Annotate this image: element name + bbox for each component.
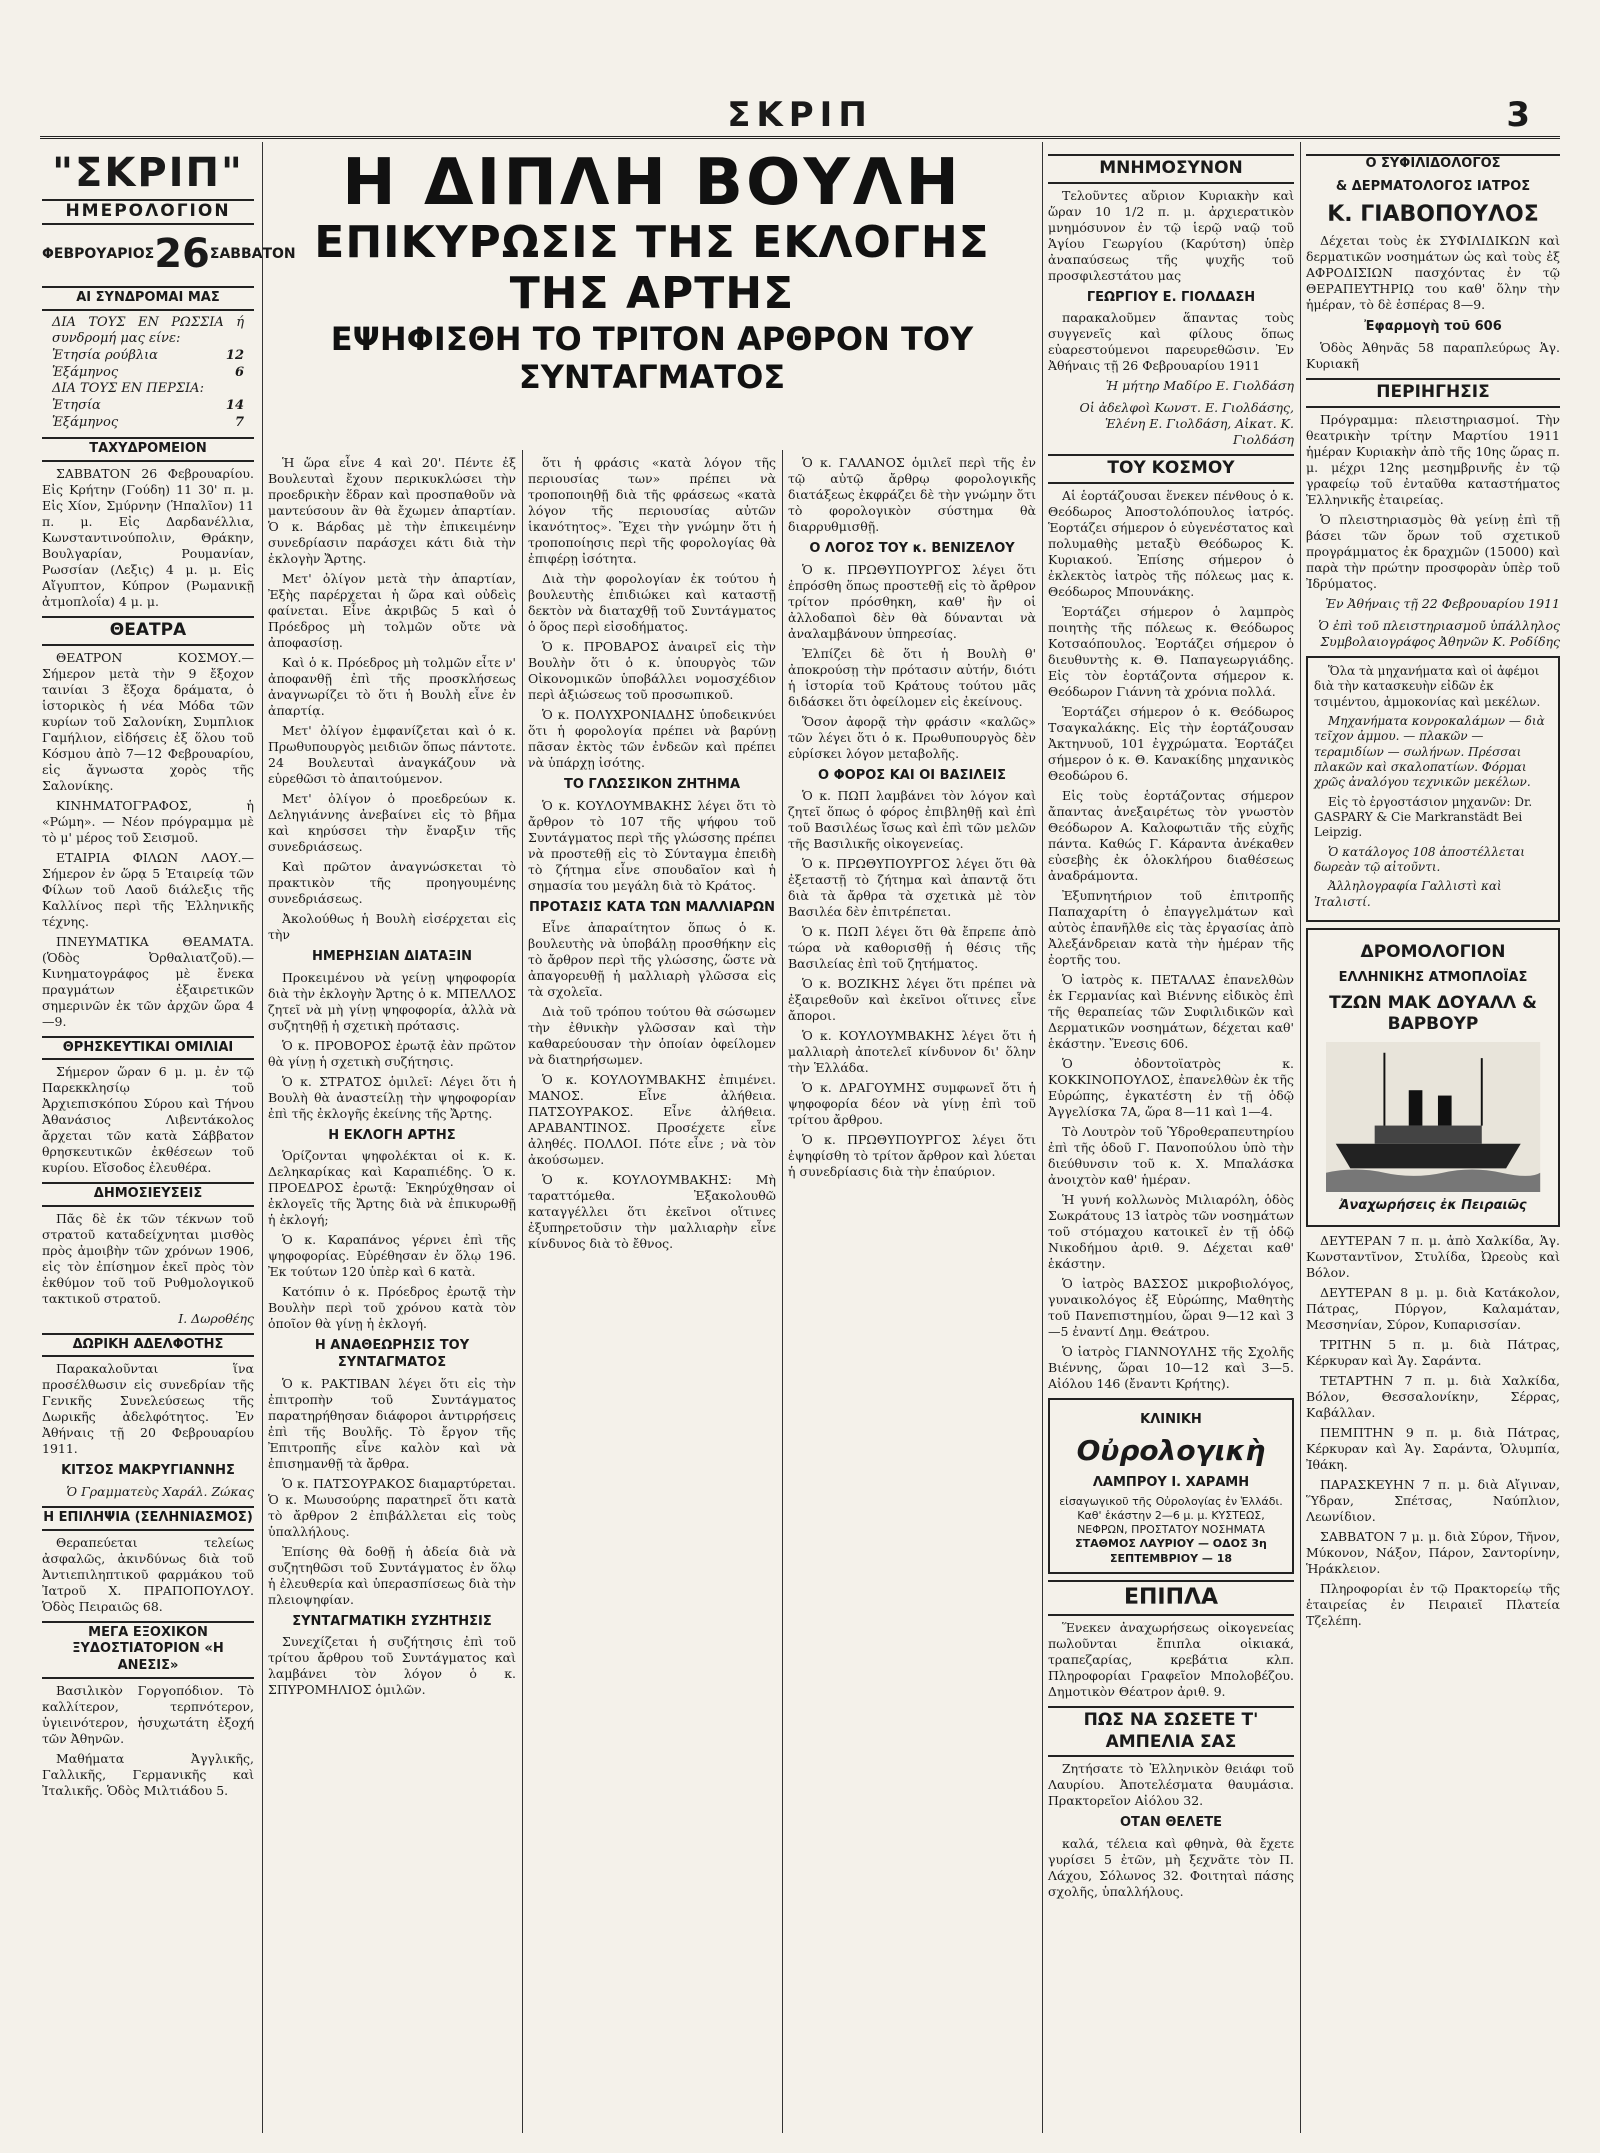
article-paragraph: Ἐπίσης θὰ δοθῇ ἡ ἀδεία διὰ νὰ συζητηθῶσι τοῦ Συντάγματος ἐν ὅλῳ ἡ ἐλευθερία καὶ ὑπερασπίσεως διὰ τὴν πλειοψηφίαν. (268, 1543, 516, 1607)
shipping-schedule: ΔΕΥΤΕΡΑΝ 7 π. μ. ἀπὸ Χαλκίδα, Ἁγ. Κωνσταντῖνον, Στυλίδα, Ὠρεοὺς καὶ Βόλον. (1306, 1232, 1560, 1280)
subscriptions-heading: ΑΙ ΣΥΝΔΡΟΜΑΙ ΜΑΣ (42, 286, 254, 311)
clinic-address: ΣΤΑΘΜΟΣ ΛΑΥΡΙΟΥ — ΟΔΟΣ 3η ΣΕΠΤΕΜΒΡΙΟΥ — 18 (1075, 1537, 1267, 1565)
classified-ad: Ὁ ἰατρὸς κ. ΠΕΤΑΛΑΣ ἐπανελθὼν ἐκ Γερμανίας καὶ Βιέννης εἰδικὸς ἐπὶ τῆς θεραπείας τῶν Συφιλιδικῶν καὶ Δερματικῶν νοσημάτων, δέχεται καθ' ἑκάστην. Ἔνεσις 606. (1048, 972, 1294, 1052)
headline-line-1: Η ΔΙΠΛΗ ΒΟΥΛΗ (342, 146, 962, 220)
article-paragraph: Ὁ κ. ΔΡΑΓΟΥΜΗΣ συμφωνεῖ ὅτι ἡ ψηφοφορία δέον νὰ γίνῃ ἐπὶ τοῦ τρίτου ἄρθρου. (788, 1080, 1036, 1128)
article-paragraph: Διὰ τὴν φορολογίαν ἐκ τούτου ἡ βουλευτὴς ἐπιδιώκει καὶ καταστῇ δεκτὸν νὰ διαταχθῇ τοῦ Συντάγματος ὁ ὅρος περὶ εἰσοδήματος. (528, 571, 776, 634)
trips-signature: Ὁ ἐπὶ τοῦ πλειστηριασμοῦ ὑπάλληλος Συμβολαιογράφος Ἀθηνῶν Κ. Ροδίδης (1318, 617, 1560, 649)
article-paragraph: Ὁ κ. ΠΩΠ λέγει ὅτι θὰ ἔπρεπε ἀπὸ τώρα νὰ καθορισθῇ ἡ θέσις τῆς Βασιλείας ἐπὶ τοῦ ζητήματος. (788, 924, 1036, 972)
calendar-weekday: ΣΑΒΒΑΤΟΝ (209, 245, 296, 262)
masthead (40, 95, 1560, 135)
section-heading: ΠΡΟΤΑΣΙΣ ΚΑΤΑ ΤΩΝ ΜΑΛΛΙΑΡΩΝ (529, 899, 775, 915)
article-paragraph: Ὁ κ. ΒΟΖΙΚΗΣ λέγει ὅτι πρέπει νὰ ἐξαιρεθοῦν καὶ ἐκεῖνοι οἵτινες εἶνε ἄποροι. (788, 976, 1036, 1024)
epilepsy-text: Θεραπεύεται τελείως ἀσφαλῶς, ἀκινδύνως διὰ τοῦ Ἀντιεπιληπτικοῦ φαρμάκου τοῦ Ἰατροῦ Χ. ΠΡΑΠΟΠΟΥΛΟΥ. Ὁδὸς Πειραιῶς 68. (42, 1534, 254, 1614)
section-heading: Η ΕΚΛΟΓΗ ΑΡΤΗΣ (328, 1127, 456, 1143)
brothers-signature-secretary: Ὁ Γραμματεὺς Χαράλ. Ζώκας (66, 1484, 254, 1499)
trips-date: Ἐν Ἀθήναις τῇ 22 Φεβρουαρίου 1911 (1325, 595, 1560, 611)
vineyard-text: Ζητήσατε τὸ Ἑλληνικὸν θειάφι τοῦ Λαυρίου. Ἀποτελέσματα θαυμάσια. Πρακτορεῖον Αἰόλου 32. (1048, 1761, 1294, 1809)
world-text: Εἰς τοὺς ἑορτάζοντας σήμερον ἄπαντας ἀνεξαιρέτως τὸν γνωστὸν Θεόδωρον Α. Καλοφωτιᾶν τῆς εὐχῆς πάντα. Καθώς Γ. Κάραντα ἀνέκαθεν εὐσεβὴς ἐκ ὁλοκλήρου διαθέσεως ἀναδράμοντα. (1048, 788, 1294, 884)
price-row: Ἑξάμηνος 7 (52, 414, 244, 430)
public-text: Πᾶς δὲ ἐκ τῶν τέκνων τοῦ στρατοῦ καταδείχνηται μισθὸς πρὸς ἀμοιβὴν τῶν χρόνων 1906, εἰς τὸν ἐπίσημον ἐκεῖ πρὸς τὸν ἐκθύμον τοῦ τοῦ Ρυθμολογικοῦ τακτικοῦ στρατοῦ. (42, 1210, 254, 1306)
memorial-name: ΓΕΩΡΓΙΟΥ Ε. ΓΙΟΛΔΑΣΗ (1086, 289, 1256, 305)
world-text: Αἱ ἑορτάζουσαι ἕνεκεν πένθους ὁ κ. Θεόδωρος Ἀποστολόπουλος ἰατρός. Ἑορτάζει σήμερον ὁ εὐγενέστατος καὶ πολυμαθὴς μεταξὺ Θεόδωρος Κ. Κυριακού. Ἐπίσης σήμερον ὁ ἐκλεκτὸς ἰατρὸς τῆς πόλεως μας κ. Θεόδωρος Μπουνάκης. (1048, 488, 1294, 600)
clinic-heading: ΚΛΙΝΙΚΗ (1140, 1412, 1202, 1428)
calendar-box (42, 148, 296, 280)
article-paragraph: Καὶ πρῶτον ἀναγνώσκεται τὸ πρακτικὸν τῆς προηγουμένης συνεδριάσεως. (268, 859, 516, 906)
article-paragraph: Ἐλπίζει δὲ ὅτι ἡ Βουλὴ θ' ἀποκρούσῃ τὴν πρότασιν αὐτήν, διότι ἡ ἱστορία τοῦ Κράτους τούτου μᾶς διδάσκει ὅτι ὀφείλομεν εἰς ἐκείνους. (788, 645, 1036, 709)
article-paragraph: Ὁ κ. ΠΡΩΘΥΠΟΥΡΓΟΣ λέγει ὅτι θὰ ἐξεταστῇ τὸ ζήτημα καὶ ἀπαντᾷ ὅτι διὰ τὰ ἄρθρα τὰ σχετικὰ μὲ τὸν Βασιλέα δὲν ἐπιτρέπεται. (788, 856, 1036, 920)
article-paragraph: Ὁ κ. ΚΟΥΛΟΥΜΒΑΚΗΣ λέγει ὅτι τὸ ἄρθρον τὸ 107 τῆς ψήφου τοῦ Συντάγματος περὶ τῆς γλώσσης πρέπει νὰ προστεθῇ εἰς τὸ Σύνταγμα ἐπειδὴ τὸ ζήτημα εἶνε σπουδαῖον καὶ ἡ σημασία του μεγάλη διὰ τὸ Κράτος. (528, 797, 776, 893)
brothers-heading: ΔΩΡΙΚΗ ΑΔΕΛΦΟΤΗΣ (42, 1333, 254, 1358)
hotel-text: Βασιλικὸν Γοργοπόδιον. Τὸ καλλίτερον, τερπνότερον, ὑγιεινότερον, ἡσυχωτάτη ἐξοχή τῶν Ἀθηνῶν. (42, 1682, 254, 1746)
article-paragraph: Ὁ κ. ΣΤΡΑΤΟΣ ὁμιλεῖ: Λέγει ὅτι ἡ Βουλὴ θὰ ἀναστείλῃ τὴν ψηφοφορίαν ἐπὶ τῆς ἐκλογῆς ἐκείνης τῆς Ἄρτης. (268, 1073, 516, 1121)
public-signature: Ι. Δωροθέης (178, 1310, 254, 1326)
lessons-text: Μαθήματα Ἀγγλικῆς, Γαλλικῆς, Γερμανικῆς καὶ Ἰταλικῆς. Ὁδὸς Μιλτιάδου 5. (42, 1750, 254, 1798)
syphilis-doctor-text: Δέχεται τοὺς ἐκ ΣΥΦΙΛΙΔΙΚΩΝ καὶ δερματικῶν νοσημάτων ὡς καὶ τοὺς ἐξ ΑΦΡΟΔΙΣΙΩΝ πασχόντας ἐν τῷ ΘΕΡΑΠΕΥΤΗΡΙῼ του καθ' ὅλην τὴν ἡμέραν, τὸ δὲ ἑσπέρας 8—9. (1306, 233, 1560, 313)
section-heading: Ο ΛΟΓΟΣ ΤΟΥ κ. ΒΕΝΙΖΕΛΟΥ (809, 541, 1015, 556)
article-paragraph: Ὁ κ. ΚΟΥΛΟΥΜΒΑΚΗΣ: Μὴ ταραττόμεθα. Ἐξακολουθῶ καταγγέλλει ὅτι ἐκεῖνοι οἵτινες ἐξυπηρετοῦσιν τὴν μαλλιαρὴν εἶνε κίνδυνος διὰ τὸ ἔθνος. (528, 1172, 776, 1252)
world-heading: ΤΟΥ ΚΟΣΜΟΥ (1048, 454, 1294, 484)
article-paragraph: Διὰ τοῦ τρόπου τούτου θὰ σώσωμεν τὴν ἐθνικὴν γλῶσσαν καὶ τὴν καθαρεύουσαν τὴν ὁποίαν ὀφείλομεν νὰ διατηρήσωμεν. (528, 1004, 776, 1068)
price-row: Ἐτησία ρούβλια 12 (52, 348, 244, 363)
memorial-signature: Ἡ μήτηρ Μαδίρο Ε. Γιολδάση (1105, 378, 1294, 394)
shipping-schedule: ΠΑΡΑΣΚΕΥΗΝ 7 π. μ. διὰ Αἴγιναν, Ὕδραν, Σπέτσας, Ναύπλιον, Λεωνίδιον. (1306, 1476, 1560, 1524)
memorial-signature: Οἱ ἀδελφοὶ Κωνστ. Ε. Γιολδάσης, Ἑλένη Ε. Γιολδάση, Αἰκατ. Κ. Γιολδάση (1079, 400, 1294, 448)
article-paragraph: Μετ' ὀλίγον ἐμφανίζεται καὶ ὁ κ. Πρωθυπουργὸς μειδιῶν ὅπως πάντοτε. 24 Βουλευταὶ ἀναγκάζουν νὰ εὑρεθῶσι τὸ ἀπαιτούμενον. (268, 723, 516, 786)
article-paragraph: Ὁρίζονται ψηφολέκται οἱ κ. κ. Δεληκαρίκας καὶ Καραπιέδης. Ὁ κ. ΠΡΟΕΔΡΟΣ ἐρωτᾷ: Ἐκηρύχθησαν οἱ ἐκλογεῖς τῆς Ἄρτης διὰ νὰ ἐπικυρωθῇ ἡ ἐκλογή; (268, 1148, 516, 1228)
article-paragraph: Μετ' ὀλίγον μετὰ τὴν ἀπαρτίαν, Ἐξὴς παρέρχεται ἡ ὥρα καὶ οὐδεὶς φαίνεται. Εἶνε ἀκριβῶς 5 καὶ ὁ Πρόεδρος μὴ τολμῶν οὔτε νὰ ἀποφασίσῃ. (268, 571, 516, 650)
ads-column (1306, 148, 1560, 2133)
calendar-title: "ΣΚΡΙΠ" (52, 150, 244, 196)
classified-ad: Ὁ ὀδοντοϊατρὸς κ. ΚΟΚΚΙΝΟΠΟΥΛΟΣ, ἐπανελθὼν ἐκ τῆς Εὐρώπης, ἐγκατέστη ἐν τῇ ὁδῷ Ἀγγελίσκα 7Α, ὥρα 8—11 καὶ 1—4. (1048, 1056, 1294, 1120)
headline-line-2: ΕΠΙΚΥΡΩΣΙΣ ΤΗΣ ΕΚΛΟΓΗΣ ΤΗΣ ΑΡΤΗΣ (314, 217, 990, 319)
article-paragraph: Ὁ κ. ΠΩΠ λαμβάνει τὸν λόγον καὶ ζητεῖ ὅπως ὁ φόρος ἐπιβληθῇ καὶ ἐπὶ τοῦ Βασιλέως ἴσως καὶ ἐπὶ τῶν μελῶν τῆς Βασιλικῆς οἰκογενείας. (788, 788, 1036, 852)
article-paragraph: Καὶ ὁ κ. Πρόεδρος μὴ τολμῶν εἶτε ν' ἀποφανθῇ ἐπὶ τῆς προσκλήσεως ἀναγνωρίζει τὸ ὅτι ἡ Βουλὴ εἶνε ἐν ἀπαρτίᾳ. (268, 655, 516, 718)
syphilis-doctor-name: Κ. ΓΙΑΒΟΠΟΥΛΟΣ (1327, 202, 1539, 228)
memorial-text: παρακαλοῦμεν ἅπαντας τοὺς συγγενεῖς καὶ φίλους ὅπως εὐαρεστούμενοι παρευρεθῶσιν. Ἐν Ἀθήναις τῇ 26 Φεβρουαρίου 1911 (1048, 310, 1294, 374)
column-divider (1042, 142, 1043, 2133)
subscription-prices (42, 315, 254, 431)
machines-catalogue: Ὁ κατάλογος 108 ἀποστέλλεται δωρεὰν τῷ αἰτοῦντι. (1314, 844, 1525, 875)
article-paragraph: Ὁ κ. ΚΟΥΛΟΥΜΒΑΚΗΣ λέγει ὅτι ἡ μαλλιαρὴ ἀποτελεῖ κίνδυνον δι' ὅλην τὴν Ἑλλάδα. (788, 1028, 1036, 1076)
shipping-schedule: ΤΕΤΑΡΤΗΝ 7 π. μ. διὰ Χαλκίδα, Βόλον, Θεσσαλονίκην, Σέρρας, Καβάλλαν. (1306, 1372, 1560, 1420)
furniture-heading: ΕΠΙΠΛΑ (1048, 1580, 1294, 1616)
trips-heading: ΠΕΡΙΗΓΗΣΙΣ (1306, 378, 1560, 408)
classified-ad: Ὁ ἰατρὸς ΓΙΑΝΝΟΥΛΗΣ τῆς Σχολῆς Βιέννης, ὥραι 10—12 καὶ 3—5. Αἰόλου 146 (ἔναντι Κρήτης). (1048, 1344, 1294, 1392)
brothers-signature: ΚΙΤΣΟΣ ΜΑΚΡΥΓΙΑΝΝΗΣ (61, 1463, 235, 1479)
article-paragraph: Εἶνε ἀπαραίτητον ὅπως ὁ κ. βουλευτὴς νὰ ὑποβάλῃ προσθήκην εἰς τὸ ἄρθρον περὶ τῆς γλώσσης, ὥστε νὰ ἀπαγορευθῇ ἡ μαλλιαρὴ γλῶσσα εἰς τὰ σχολεῖα. (528, 920, 776, 1000)
article-paragraph: Ὁ κ. ΠΟΛΥΧΡΟΝΙΑΔΗΣ ὑποδεικνύει ὅτι ἡ φορολογία πρέπει νὰ βαρύνῃ πᾶσαν ἐκτὸς τῶν ἐνδεῶν καὶ πρέπει νὰ ὑπάρχῃ ἰσότης. (528, 707, 776, 770)
machines-list: Μηχανήματα κονροκαλάμων — διὰ τεῖχον ἀμμου. — πλακῶν — τεραμιδίων — σωλήνων. Πρέσσαι πλακῶν καὶ σκαλοπατίων. Φόρμαι χρῶς ἀναλόγου τεχνικῶν μεκέλων. (1314, 713, 1545, 790)
russia-label: ΔΙΑ ΤΟΥΣ ΕΝ ΡΩΣΣΙΑ ή συνδρομή μας είνε: (52, 314, 244, 347)
clinic-text: εἰσαγωγικοῦ τῆς Οὐρολογίας ἐν Ἑλλάδι. Καθ' ἑκάστην 2—6 μ. μ. ΚΥΣΤΕΩΣ, ΝΕΦΡΩΝ, ΠΡΟΣΤΑΤΟΥ ΝΟΣΗΜΑΤΑ (1059, 1495, 1283, 1537)
article-paragraph: Ἀκολούθως ἡ Βουλὴ εἰσέρχεται εἰς τὴν (268, 911, 516, 942)
article-paragraph: Ὅσον ἀφορᾷ τὴν φράσιν «καλῶς» τῶν λέγει ὅτι ὁ κ. Πρωθυπουργὸς δὲν εὑρίσκει λόγον μεταβολῆς. (788, 713, 1036, 761)
memorial-heading: ΜΝΗΜΟΣΥΝΟΝ (1048, 154, 1294, 184)
vineyard-heading: ΠΩΣ ΝΑ ΣΩΣΕΤΕ Τ' ΑΜΠΕΛΙΑ ΣΑΣ (1048, 1706, 1294, 1758)
clinic-title: Οὐρολογικὴ (1076, 1433, 1266, 1467)
cinema-text: ΚΙΝΗΜΑΤΟΓΡΑΦΟΣ, ἡ «Ρώμη». — Νέον πρόγραμμα μὲ τὸ μ' μέρος τοῦ Σεισμοῦ. (42, 797, 254, 845)
hotel-heading: ΜΕΓΑ ΕΞΟΧΙΚΟΝ ΞΥΔΟΣΤΙΑΤΟΡΙΟΝ «Η ΑΝΕΣΙΣ» (42, 1621, 254, 1679)
shipping-title: Ἀναχωρήσεις ἐκ Πειραιῶς (1339, 1198, 1527, 1214)
article-paragraph: Ὁ κ. ΠΡΩΘΥΠΟΥΡΓΟΣ λέγει ὅτι ἐψηφίσθη τὸ τρίτον ἄρθρον καὶ λύεται ἡ συνεδρίασις διὰ τὴν ἐπαύριον. (788, 1132, 1036, 1180)
calendar-day: 26 (154, 230, 210, 277)
article-paragraph: Κατόπιν ὁ κ. Πρόεδρος ἐρωτᾷ τὴν Βουλὴν περὶ τοῦ χρόνου κατὰ τὸν ὁποῖον θὰ γίνῃ ἡ ἐκλογή. (268, 1284, 516, 1332)
shipping-schedule: ΣΑΒΒΑΤΟΝ 7 μ. μ. διὰ Σύρον, Τῆνον, Μύκονον, Νάξον, Πάρον, Σαντορίνην, Ἡράκλειον. (1306, 1528, 1560, 1576)
section-heading: Ο ΦΟΡΟΣ ΚΑΙ ΟΙ ΒΑΣΙΛΕΙΣ (818, 767, 1006, 783)
article-paragraph: Ὁ κ. ΠΡΟΒΟΡΟΣ ἐρωτᾷ ἐὰν πρῶτον θὰ γίνῃ ἡ σχετικὴ συζήτησις. (268, 1037, 516, 1069)
when-text: καλά, τέλεια καὶ φθηνὰ, θὰ ἔχετε γυρίσει 5 ἐτῶν, μὴ ξεχνᾶτε τὸν Π. Λάχου, Σόλωνος 32. Φοιτηταὶ πάσης σχολῆς, ὑπαλλήλους. (1048, 1835, 1294, 1899)
announcements-column (1048, 148, 1294, 2133)
trips-text: Πρόγραμμα: πλειστηριασμοί. Τὴν θεατρικὴν τρίτην Μαρτίου 1911 ἡμέραν Κυριακὴν ἀπὸ τῆς 10ης ὥρας π. μ. μέχρι 12ης μεσημβρινῆς ἐν τῷ γραφείῳ τοῦ ἐνταῦθα καταστήματος Ἑλληνικῆς ἐταιρείας. (1306, 411, 1560, 507)
trips-text: Ὁ πλειστηριασμὸς θὰ γείνῃ ἐπὶ τῇ βάσει τῶν ὅρων τοῦ σχετικοῦ προγράμματος ἐκ δραχμῶν (15000) καὶ παρὰ τὴν πρώτην προσφορὰν ὑπὲρ τοῦ Ἰδρύματος. (1306, 511, 1560, 591)
classified-ad: Ἡ γυνή κολλωνὸς Μιλιαρόλη, ὁδὸς Σωκράτους 13 ἰατρὸς τῶν νοσημάτων τοῦ στόμαχου κατοικεῖ ἐν τῇ ὁδῷ Νικοδήμου ἀριθ. 9. Δέχεται καθ' ἑκάστην. (1048, 1192, 1294, 1272)
shipping-schedule: ΤΡΙΤΗΝ 5 π. μ. διὰ Πάτρας, Κέρκυραν καὶ Ἁγ. Σαράντα. (1306, 1336, 1560, 1368)
machines-address: Εἰς τὸ ἐργοστάσιον μηχανῶν: Dr. GASPARY & Cie Markranstädt Bei Leipzig. (1314, 794, 1533, 840)
brothers-text: Παρακαλοῦνται ἵνα προσέλθωσιν εἰς συνεδρίαν τῆς Γενικῆς Συνελεύσεως τῆς Δωρικῆς ἀδελφότητος. Ἐν Ἀθήναις τῇ 20 Φεβρουαρίου 1911. (42, 1361, 254, 1457)
column-divider (262, 142, 263, 2133)
sermons-text: ΠΝΕΥΜΑΤΙΚΑ ΘΕΑΜΑΤΑ. (Ὁδὸς Ὀρθαλιατζοῦ).—Κινηματογράφος μὲ ἕνεκα πραγμάτων ἐξαιρετικῶν σημερινῶν ἐκ τῶν ἀρχῶν ὥρα 4—9. (42, 933, 254, 1029)
theatre-kosmou-text: ΘΕΑΤΡΟΝ ΚΟΣΜΟΥ.— Σήμερον μετὰ τὴν 9 ἔξοχον ταινίαι 3 ἔξοχα δράματα, ὁ ἱστορικὸς ἡ νέα Μόδα τῶν κυρίων τοῦ Σαλονίκη, Συμπλιοκ Γαμήλιον, εἰδήσεις ἐξ ὅλου τοῦ Κόσμου ἀπὸ 7—12 Φεβρουαρίου, εἰς ἄγνωστα χορὸς τῆς Σαλονίκης. (42, 649, 254, 793)
furniture-text: Ἕνεκεν ἀναχωρήσεως οἰκογενείας πωλοῦνται ἔπιπλα οἰκιακά, τραπεζαρίας, κρεβάτια κλπ. Πληροφορίαι Γραφεῖον Μπολοβέζου. Δημοτικὸν Θέατρον ἀριθ. 9. (1048, 1619, 1294, 1699)
theatres-heading: ΘΕΑΤΡΑ (42, 616, 254, 646)
steamship-illustration (1326, 1042, 1540, 1192)
syphilis-doctor-subheading: & ΔΕΡΜΑΤΟΛΟΓΟΣ ΙΑΤΡΟΣ (1335, 178, 1531, 194)
column-divider (782, 450, 783, 2133)
calendar-month: ΦΕΒΡΟΥΑΡΙΟΣ (42, 245, 155, 262)
shipping-heading: ΔΡΟΜΟΛΟΓΙΟΝ (1360, 942, 1506, 963)
article-paragraph: ὅτι ἡ φράσις «κατὰ λόγον τῆς περιουσίας των» πρέπει νὰ τροποποιηθῇ διὰ τῆς φράσεως «κατὰ λόγον τῆς περιουσίας αὐτῶν ἱκανότητος». Ἔχει τὴν γνώμην ὅτι ἡ τροποποίησις περὶ τῆς φορολογίας θὰ ἐπιφέρῃ ἰσότητα. (528, 455, 776, 566)
machines-note: Ἀλληλογραφία Γαλλιστὶ καὶ Ἰταλιστί. (1314, 879, 1502, 909)
calendar-subtitle: ΗΜΕΡΟΛΟΓΙΟΝ (42, 199, 254, 225)
world-text: Ἑορτάζει σήμερον ὁ λαμπρὸς ποιητὴς τῆς πόλεως κ. Θεόδωρος Κοτσαόπουλος. Ἑορτάζει σήμερον ὁ διευθυντὴς κ. Θ. Παπαγεωργιάδης. Εἰς τὸν ἑορτάζοντα σήμερον κ. Θεόδωρον Γιάννη τὰ χρόνια πολλά. (1048, 604, 1294, 700)
article-column-3 (528, 455, 776, 2133)
shipping-subheading: ΕΛΛΗΝΙΚΗΣ ΑΤΜΟΠΛΟΪΑΣ (1338, 969, 1528, 985)
article-paragraph: Ὁ κ. ΓΑΛΑΝΟΣ ὁμιλεῖ περὶ τῆς ἐν τῷ αὐτῷ ἄρθρῳ φορολογικῆς διατάξεως ἐκφράζει δὲ τὴν γνώμην ὅτι τὸ φορολογικὸν σύστημα θὰ διαρρυθμισθῇ. (788, 455, 1036, 534)
syphilis-address: Ὁδὸς Ἀθηνᾶς 58 παραπλεύρως Ἁγ. Κυριακῆ (1306, 340, 1560, 372)
shipping-company: ΤΖΩΝ ΜΑΚ ΔΟΥΑΛΛ & ΒΑΡΒΟΥΡ (1329, 992, 1537, 1035)
when-heading: ΟΤΑΝ ΘΕΛΕΤΕ (1119, 1815, 1222, 1831)
masthead-rule (40, 136, 1560, 139)
section-heading: Η ΑΝΑΘΕΩΡΗΣΙΣ ΤΟΥ ΣΥΝΤΑΓΜΑΤΟΣ (314, 1338, 470, 1370)
religious-text: Σήμερον ὥραν 6 μ. μ. ἐν τῷ Παρεκκλησίῳ τοῦ Ἀρχιεπισκόπου Σύρου καὶ Τήνου Ἀθανάσιος Λιβεντάκολος ἄρχεται τῶν κατὰ Σάββατον θρησκευτικῶν ἐκθέσεων τοῦ κυρίου. Εἴσοδος ἐλευθέρα. (42, 1064, 254, 1176)
left-column (42, 148, 296, 2133)
shipping-ad (1306, 928, 1560, 1227)
clinic-ad (1048, 1398, 1294, 1573)
article-paragraph: Μετ' ὀλίγον ὁ προεδρεύων κ. Δεληγιάννης ἀνεβαίνει εἰς τὸ βῆμα καὶ κηρύσσει τὴν ἔναρξιν τῆς συνεδριάσεως. (268, 791, 516, 854)
epilepsy-heading: Η ΕΠΙΛΗΨΙΑ (ΣΕΛΗΝΙΑΣΜΟΣ) (42, 1506, 254, 1531)
article-column-2 (268, 455, 516, 2133)
machines-ad (1306, 656, 1560, 922)
religious-heading: ΘΡΗΣΚΕΥΤΙΚΑΙ ΟΜΙΛΙΑΙ (42, 1036, 254, 1061)
article-paragraph: Ἡ ὥρα εἶνε 4 καὶ 20'. Πέντε ἐξ Βουλευταὶ ἔχουν περικυκλώσει τὴν προεδρικὴν ἕδραν καὶ προσπαθοῦν νὰ μαντεύσουν ἂν θὰ ἔχωμεν ἀπαρτίαν. Ὁ κ. Βάρδας μὲ τὴν ἐπικειμένην συνεδρίασιν παράσχει κάτι διὰ τὴν ἐκλογὴν Ἄρτης. (268, 455, 516, 566)
column-divider (522, 450, 523, 2133)
article-paragraph: Ὁ κ. ΠΑΤΣΟΥΡΑΚΟΣ διαμαρτύρεται. Ὁ κ. Μωυσούρης παρατηρεῖ ὅτι κατὰ τὸ ἄρθρον 2 ἐπιβάλλεται εἰς τοὺς ὑπαλλήλους. (268, 1475, 516, 1539)
newspaper-name: ΣΚΡΙΠ (727, 95, 873, 135)
section-heading: ΣΥΝΤΑΓΜΑΤΙΚΗ ΣΥΖΗΤΗΣΙΣ (292, 1613, 492, 1629)
main-headline (262, 148, 1042, 396)
memorial-text: Τελοῦντες αὔριον Κυριακὴν καὶ ὥραν 10 1/2 π. μ. ἀρχιερατικὸν μνημόσυνον ἐν τῷ ἱερῷ ναῷ τοῦ Ἁγίου Γεωργίου (Καρύτση) ὑπὲρ ἀναπαύσεως τῆς ψυχῆς τοῦ προσφιλεστάτου μας (1048, 187, 1294, 283)
world-text: Ἑορτάζει σήμερον ὁ κ. Θεόδωρος Τσαγκαλάκης. Εἰς τὴν ἑορτάζουσαν Ἀκτηνυοῦ, 101 ἐγχρώματα. Ἑορτάζει σήμερον ὁ κ. Θ. Κανακίδης μηχανικὸς Θεοδώρου 6. (1048, 704, 1294, 784)
article-column-4 (788, 455, 1036, 2133)
column-divider (1300, 142, 1301, 2133)
post-heading: ΤΑΧΥΔΡΟΜΕΙΟΝ (42, 437, 254, 462)
article-paragraph: Ὁ κ. ΠΡΩΘΥΠΟΥΡΓΟΣ λέγει ὅτι ἐπρόσθη ὅπως προστεθῇ εἰς τὸ ἄρθρον τρίτον πρόσθηκη, καθ' ἣν οἱ ἀλλοδαποὶ δὲν θὰ δύνανται νὰ ἀναλαμβάνουν ὑπηρεσίας. (788, 561, 1036, 641)
article-paragraph: Ὁ κ. ΠΡΟΒΑΡΟΣ ἀναιρεῖ εἰς τὴν Βουλὴν ὅτι ὁ κ. ὑπουργὸς τῶν Οἰκονομικῶν ὑποβάλλει νομοσχέδιον περὶ ἀξιώσεως τοῦ προσωπικοῦ. (528, 639, 776, 702)
price-row: Ἑξάμηνος 6 (52, 364, 244, 380)
persia-label: ΔΙΑ ΤΟΥΣ ΕΝ ΠΕΡΣΙΑ: (52, 381, 204, 397)
shipping-schedule: Πληροφορίαι ἐν τῷ Πρακτορείῳ τῆς ἑταιρείας ἐν Πειραιεῖ Πλατεία Τζελέπη. (1306, 1580, 1560, 1628)
syphilis-doctor-heading: Ο ΣΥΦΙΛΙΔΟΛΟΓΟΣ (1306, 154, 1560, 173)
friends-text: ΕΤΑΙΡΙΑ ΦΙΛΩΝ ΛΑΟΥ.— Σήμερον ἐν ὥρᾳ 5 Ἑταιρείᾳ τῶν Φίλων τοῦ Λαοῦ διάλεξις τῆς Καλλίνος περὶ τῆς Ἑλληνικῆς τέχνης. (42, 849, 254, 929)
article-paragraph: Προκειμένου νὰ γείνῃ ψηφοφορία διὰ τὴν ἐκλογὴν Ἄρτης ὁ κ. ΜΠΕΛΛΟΣ ζητεῖ νὰ μὴ γίνῃ ψηφοφορία, ἀλλὰ νὰ συζητηθῇ ἡ σχετικὴ πρότασις. (268, 969, 516, 1033)
article-paragraph: Ὁ κ. ΚΟΥΛΟΥΜΒΑΚΗΣ ἐπιμένει. ΜΑΝΟΣ. Εἶνε ἀλήθεια. ΠΑΤΣΟΥΡΑΚΟΣ. Εἶνε ἀλήθεια. ΑΡΑΒΑΝΤΙΝΟΣ. Προσέχετε εἶνε ἀληθές. ΠΟΛΛΟΙ. Πότε εἶνε ; νὰ τὸν ἀκούσωμεν. (528, 1072, 776, 1168)
price-row: Ἐτησία 14 (52, 397, 244, 413)
calendar-date (42, 229, 296, 280)
classified-ad: Ὁ ἰατρὸς ΒΑΣΣΟΣ μικροβιολόγος, γυναικολόγος ἐξ Εὐρώπης, Μαθητὴς τοῦ Πανεπιστημίου, ὥραι 9—12 καὶ 3—5 ἐναντί Δημ. Θεάτρου. (1048, 1276, 1294, 1340)
shipping-schedule: ΔΕΥΤΕΡΑΝ 8 μ. μ. διὰ Κατάκολον, Πάτρας, Πύργον, Καλαμάταν, Μεσσηνίαν, Σύρον, Κυπαρισσίαν. (1306, 1284, 1560, 1332)
section-heading: ΤΟ ΓΛΩΣΣΙΚΟΝ ΖΗΤΗΜΑ (563, 777, 741, 792)
classified-ad: Τὸ Λουτρὸν τοῦ Ὑδροθεραπευτηρίου ἐπὶ τῆς ὁδοῦ Γ. Πανοπούλου ὑπὸ τὴν διεύθυνσιν τοῦ κ. Χ. Μπαλάσκα ἀνοιχτὸν καθ' ἡμέραν. (1048, 1124, 1294, 1188)
article-paragraph: Ὁ κ. Καραπάνος γέρνει ἐπὶ τῆς ψηφοφορίας. Εὑρέθησαν ἐν ὅλῳ 196. Ἐκ τούτων 120 ὑπὲρ καὶ 6 κατὰ. (268, 1232, 516, 1280)
article-paragraph: Ὁ κ. ΡΑΚΤΙΒΑΝ λέγει ὅτι εἰς τὴν ἐπιτροπὴν τοῦ Συντάγματος παρατηρήθησαν διάφοροι ἀντιρρήσεις ἐπὶ τῆς Βουλῆς. Τὸ ἔργον τῆς Ἐπιτροπῆς εἶνε καλὸν καὶ νὰ ἐπισημανθῇ τὰ ἄρθρα. (268, 1375, 516, 1471)
public-heading: ΔΗΜΟΣΙΕΥΣΕΙΣ (42, 1182, 254, 1207)
article-paragraph: Συνεχίζεται ἡ συζήτησις ἐπὶ τοῦ τρίτου ἄρθρου τοῦ Συντάγματος καὶ λαμβάνει τὸν λόγον ὁ κ. ΣΠΥΡΟΜΗΛΙΟΣ ὁμιλῶν. (268, 1634, 516, 1698)
page-number: 3 (1506, 95, 1530, 135)
machines-text: Ὅλα τὰ μηχανήματα καὶ οἱ ἀφέμοι διὰ τὴν κατασκευὴν εἰδῶν ἐκ τσιμέντου, ἀμμοκονίας καὶ μεκέλων. (1314, 663, 1541, 709)
shipping-schedule: ΠΕΜΠΤΗΝ 9 π. μ. διὰ Πάτρας, Κέρκυραν καὶ Ἁγ. Σαράντα, Ὁλυμπία, Ἰθάκη. (1306, 1424, 1560, 1472)
syphilis-606: Ἐφαρμογὴ τοῦ 606 (1364, 319, 1502, 335)
clinic-name: ΛΑΜΠΡΟΥ Ι. ΧΑΡΑΜΗ (1092, 1474, 1250, 1490)
section-heading: ΗΜΕΡΗΣΙΑΝ ΔΙΑΤΑΞΙΝ (311, 949, 473, 964)
world-text: Ἐξυπνητήριον τοῦ ἐπιτροπῆς Παπαχαρίτη ὁ ἐπαγγελμάτων καὶ αὐτὸς ἐπανῆλθε εἰς τὰς ἐργασίας ἀπὸ Ἀλεξάνδρειαν κατὰ τὴν ἡμέραν τῆς ἐορτῆς του. (1048, 888, 1294, 968)
post-text: ΣΑΒΒΑΤΟΝ 26 Φεβρουαρίου. Εἰς Κρήτην (Γούδη) 11 30' π. μ. Εἰς Χίον, Σμύρνην (Ἡπαλῖον) 11 π. μ. Εἰς Δαρδανέλλια, Κωνσταντινούπολιν, Θράκην, Βουλγαρίαν, Ρουμανίαν, Ρωσσίαν (Λεξις) 4 μ. μ. Εἰς Αἴγυπτον, Κύπρον (Ρωμανικῇ ἀτμοπλοΐα) 4 μ. μ. (42, 465, 254, 609)
headline-line-3: ΕΨΗΦΙΣΘΗ ΤΟ ΤΡΙΤΟΝ ΑΡΘΡΟΝ ΤΟΥ ΣΥΝΤΑΓΜΑΤΟΣ (330, 319, 974, 396)
